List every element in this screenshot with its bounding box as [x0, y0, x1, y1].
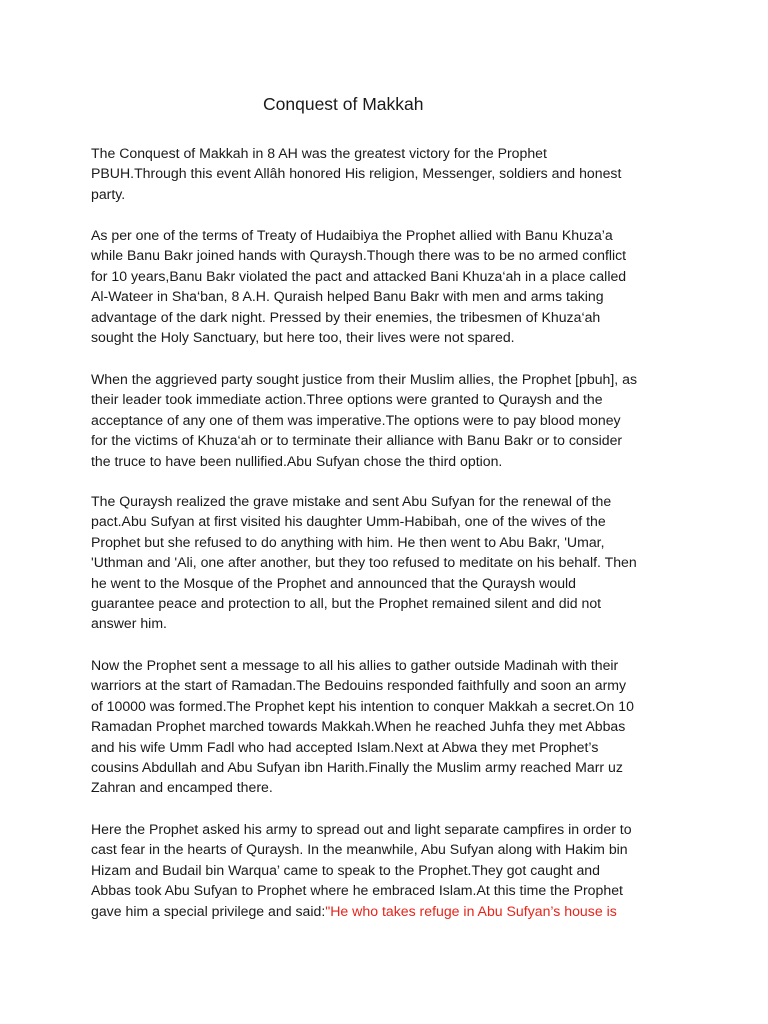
text-line: Abbas took Abu Sufyan to Prophet where he embraced Islam.At this time the Prophet — [91, 882, 623, 899]
text-line: Hizam and Budail bin Warqua’ came to speak to the Prophet.They got caught and — [91, 861, 600, 878]
text-line: Al-Wateer in Sha‘ban, 8 A.H. Quraish helped Banu Bakr with men and arms taking — [91, 288, 604, 305]
text-line: while Banu Bakr joined hands with Quraysh.Though there was to be no armed conflict — [91, 247, 627, 264]
text-line: pact.Abu Sufyan at first visited his daughter Umm-Habibah, one of the wives of the — [91, 513, 606, 530]
text-line: for 10 years,Banu Bakr violated the pact and attacked Bani Khuza‘ah in a place called — [91, 267, 627, 284]
text-line: Here the Prophet asked his army to spread out and light separate campfires in order to — [91, 821, 632, 837]
text-line: 'Uthman and 'Ali, one after another, but they too refused to meditate on his behalf. Then — [91, 554, 637, 571]
text-line: party. — [91, 185, 126, 202]
text-line: and his wife Umm Fadl who had accepted Islam.Next at Abwa they met Prophet’s — [91, 738, 599, 755]
text-line-with-quote — [91, 901, 691, 921]
text-line: Ramadan Prophet marched towards Makkah.When he reached Juhfa they met Abbas — [91, 718, 626, 735]
text-line: The Quraysh realized the grave mistake and sent Abu Sufyan for the renewal of the — [91, 493, 612, 509]
text-line: warriors at the start of Ramadan.The Bedouins responded faithfully and soon an army — [91, 677, 627, 694]
text-line: acceptance of any one of them was imperative.The options were to pay blood money — [91, 411, 621, 428]
text-line: cast fear in the hearts of Quraysh. In the meanwhile, Abu Sufyan along with Hakim bin — [91, 841, 628, 858]
text-line: The Conquest of Makkah in 8 AH was the greatest victory for the Prophet — [91, 145, 547, 161]
text-line: the truce to have been nullified.Abu Sufyan chose the third option. — [91, 452, 503, 469]
paragraph-4 — [91, 491, 691, 634]
text-line: their leader took immediate action.Three options were granted to Quraysh and the — [91, 391, 603, 408]
paragraph-5 — [91, 655, 691, 798]
text-line: As per one of the terms of Treaty of Hudaibiya the Prophet allied with Banu Khuza’a — [91, 227, 613, 243]
text-line: When the aggrieved party sought justice from their Muslim allies, the Prophet [pbuh], as — [91, 371, 638, 387]
paragraph-1 — [91, 143, 691, 204]
text-line: Now the Prophet sent a message to all his allies to gather outside Madinah with their — [91, 657, 619, 673]
document-title: Conquest of Makkah — [263, 94, 424, 114]
text-line: of 10000 was formed.The Prophet kept his intention to conquer Makkah a secret.On 10 — [91, 697, 634, 714]
text-line: cousins Abdullah and Abu Sufyan ibn Harith.Finally the Muslim army reached Marr uz — [91, 759, 623, 776]
text-line: Zahran and encamped there. — [91, 779, 273, 796]
paragraph-2 — [91, 225, 691, 347]
text-line: he went to the Mosque of the Prophet and announced that the Quraysh would — [91, 574, 577, 591]
text-line: Prophet but she refused to do anything with him. He then went to Abu Bakr, 'Umar, — [91, 533, 605, 550]
text-line: answer him. — [91, 615, 167, 632]
text-segment: gave him a special privilege and said: — [91, 902, 326, 919]
text-line: guarantee peace and protection to all, but the Prophet remained silent and did not — [91, 595, 602, 612]
text-line: for the victims of Khuza‘ah or to terminate their alliance with Banu Bakr or to consider — [91, 432, 623, 449]
text-line: advantage of the dark night. Pressed by their enemies, the tribesmen of Khuza‘ah — [91, 308, 601, 325]
paragraph-6 — [91, 819, 691, 921]
text-line: sought the Holy Sanctuary, but here too, their lives were not spared. — [91, 329, 515, 346]
highlighted-quote: "He who takes refuge in Abu Sufyan’s house is — [325, 902, 617, 919]
paragraph-3 — [91, 369, 691, 471]
text-line: PBUH.Through this event Allâh honored His religion, Messenger, soldiers and honest — [91, 165, 622, 182]
